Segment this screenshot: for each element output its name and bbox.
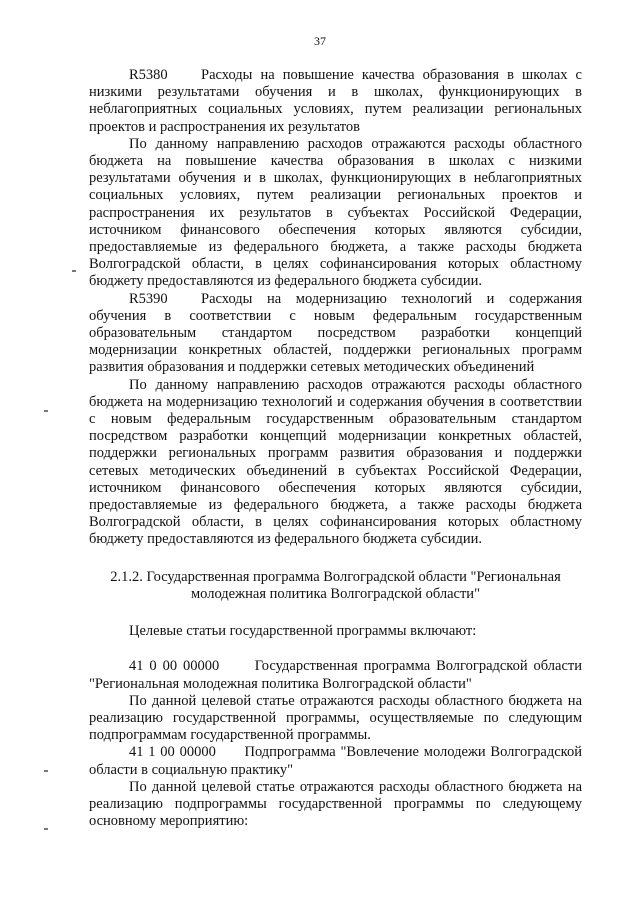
article-code: 41 0 00 00000 [129,658,220,675]
budget-code: R5390 [129,290,168,307]
article-title: Государственная программа Волгоградской области "Региональная молодежная политика Волгоградской области" [89,658,583,692]
code-description: Расходы на модернизацию технологий и содержания обучения в соответствии с новым федеральным государственным образовательным стандартом посредством разработки концепций модернизации конкретных областей, поддержки региональных программ развития образования и поддержки сетевых методических объединений [89,290,582,376]
code-paragraph [89,67,582,136]
margin-mark [44,770,48,772]
intro-paragraph: Целевые статьи государственной программы включают: [129,623,477,640]
target-article [89,744,582,778]
section-heading: 2.1.2. Государственная программа Волгоградской области "Региональная молодежная политика Волгоградской области" [110,568,561,602]
code-description: Расходы на повышение качества образования в школах с низкими результатами обучения и в школах, функционирующих в неблагоприятных социальных условиях, путем реализации региональных проектов и распространения их результатов [89,67,582,135]
code-paragraph [89,291,582,377]
article-code: 41 1 00 00000 [129,744,216,761]
body-paragraph: По данной целевой статье отражаются расходы областного бюджета на реализацию подпрограммы государственной программы по следующему основному мероприятию: [89,778,582,830]
body-paragraph: По данному направлению расходов отражаются расходы областного бюджета на модернизацию технологий и содержания обучения в соответствии с новым федеральным государственным образовательным стандартом посредством разработки концепций модернизации конкретных областей, поддержки региональных программ развития образования и поддержки сетевых методических объединений в субъектах Российской Федерации, источником финансового обеспечения которых являются субсидии, предоставляемые из федерального бюджета, а также расходы бюджета Волгоградской области, в целях софинансирования которых областному бюджету предоставляются из федерального бюджета субсидии. [89,376,582,548]
margin-mark [44,828,48,830]
budget-code: R5380 [129,67,168,83]
margin-mark [44,410,48,412]
document-body [89,67,582,830]
body-paragraph: По данной целевой статье отражаются расходы областного бюджета на реализацию государственной программы, осуществляемые по следующим подпрограммам государственной программы. [89,692,582,744]
margin-mark [72,270,76,272]
article-title: Подпрограмма "Вовлечение молодежи Волгоградской области в социальную практику" [89,744,583,778]
body-paragraph: По данному направлению расходов отражаются расходы областного бюджета на повышение качества образования в школах с низкими результатами обучения и в школах, функционирующих в неблагоприятных социальных условиях, путем реализации региональных проектов и распространения их результатов в субъектах Российской Федерации, источником финансового обеспечения которых являются субсидии, предоставляемые из федерального бюджета, а также расходы бюджета Волгоградской области, в целях софинансирования которых областному бюджету предоставляются из федерального бюджета субсидии. [89,135,582,290]
target-article [89,658,582,692]
page-number: 37 [314,34,326,48]
